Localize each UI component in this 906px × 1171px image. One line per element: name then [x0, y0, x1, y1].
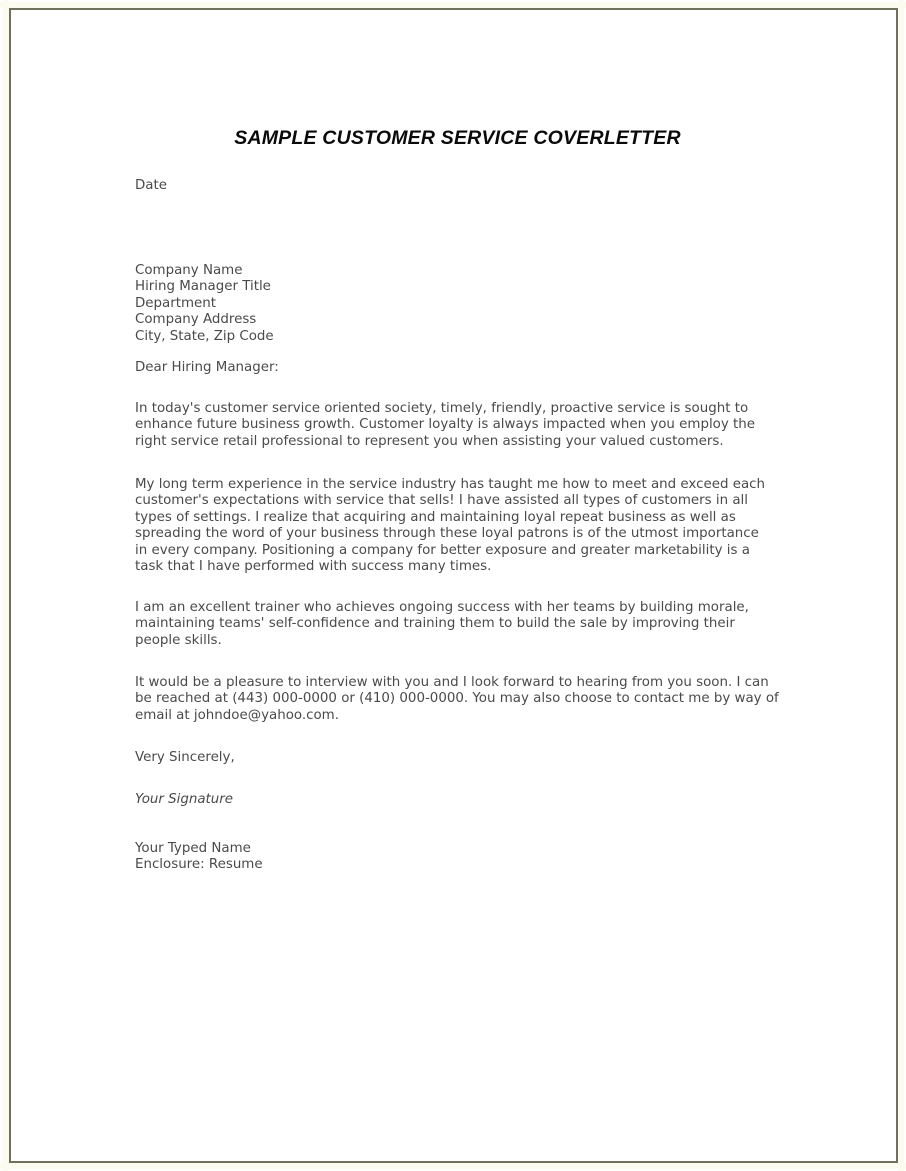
date-block [135, 178, 167, 194]
enclosure-note: Enclosure: Resume [135, 857, 263, 873]
typed-name: Your Typed Name [135, 841, 251, 856]
signature-block [135, 792, 233, 808]
date-label: Date [135, 178, 168, 193]
salutation-block [135, 360, 279, 376]
paragraph-text: In today's customer service oriented society, timely, friendly, proactive service is sought to enhance future business growth. Customer loyalty is always impacted when you employ the right service retail professional to represent you when assisting your valued customers. [135, 401, 756, 449]
body-paragraph-4 [135, 675, 780, 724]
closing-text: Very Sincerely, [135, 750, 235, 765]
salutation-text: Dear Hiring Manager: [135, 360, 279, 375]
closing-block [135, 750, 235, 766]
recipient-manager-title: Hiring Manager Title [135, 279, 271, 295]
recipient-department: Department [135, 295, 217, 311]
recipient-city-state-zip: City, State, Zip Code [135, 328, 274, 344]
body-paragraph-1 [135, 401, 775, 450]
paragraph-text: It would be a pleasure to interview with you and I look forward to hearing from you soon. I can be reached at (443) 000-0000 or (410) 000-0000. You may also choose to contact me by way of email at johndoe@yahoo.com. [135, 675, 779, 723]
letter-title: SAMPLE CUSTOMER SERVICE COVERLETTER [234, 127, 681, 149]
page-border-right [896, 8, 898, 1163]
page-margin-cream-bottom [0, 1163, 906, 1169]
page-margin-cream-right [898, 0, 904, 1171]
paragraph-text: I am an excellent trainer who achieves ongoing success with her teams by building morale, maintaining teams' self-confidence and training them to build the sale by improving their people skills. [135, 600, 749, 648]
page-border-top [9, 8, 898, 10]
paragraph-text: My long term experience in the service industry has taught me how to meet and exceed each customer's expectations with service that sells! I have assisted all types of customers in all types of settings. I realize that acquiring and maintaining loyal repeat business as well as spreading the word of your business through these loyal patrons is of the utmost importance in every company. Positioning a company for better exposure and greater marketability is a task that I have performed with success many times. [135, 477, 765, 575]
page-border-left [9, 8, 11, 1163]
body-paragraph-3 [135, 600, 773, 649]
page-border-bottom [9, 1161, 898, 1163]
signoff-block [135, 841, 263, 874]
recipient-address: Company Address [135, 312, 257, 328]
signature-placeholder: Your Signature [135, 792, 234, 807]
body-paragraph-2 [135, 477, 775, 575]
recipient-company-name: Company Name [135, 263, 243, 278]
recipient-address-block [135, 263, 274, 345]
